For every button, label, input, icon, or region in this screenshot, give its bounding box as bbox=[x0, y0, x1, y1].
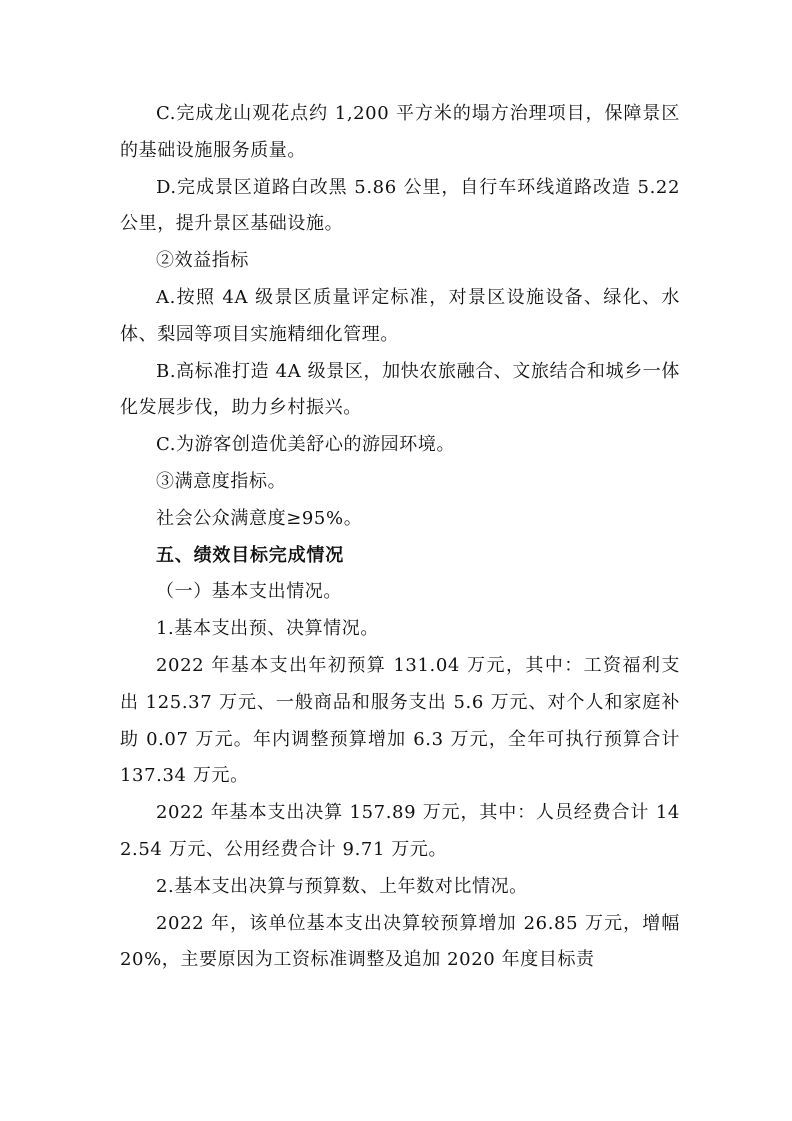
paragraph-satisfaction-rate: 社会公众满意度≥95%。 bbox=[156, 507, 363, 529]
paragraph-item-a-management: A.按照 4A 级景区质量评定标准，对景区设施设备、绿化、水体、梨园等项目实施精细化管理。 bbox=[120, 286, 680, 345]
paragraph-item-d-roads: D.完成景区道路白改黑 5.86 公里，自行车环线道路改造 5.22 公里，提升景区基础设施。 bbox=[120, 176, 680, 235]
subsection-basic-expenditure: （一）基本支出情况。 bbox=[156, 581, 342, 603]
paragraph-item-b-4a-scenic: B.高标准打造 4A 级景区，加快农旅融合、文旅结合和城乡一体化发展步伐，助力乡村振兴。 bbox=[120, 360, 680, 419]
paragraph-initial-budget: 2022 年基本支出年初预算 131.04 万元，其中：工资福利支出 125.37 万元、一般商品和服务支出 5.6 万元、对个人和家庭补助 0.07 万元。年内调整预算增加 6.3 万元，全年可执行预算合计 137.34 万元。 bbox=[120, 654, 680, 787]
paragraph-item-c-environment: C.为游客创造优美舒心的游园环境。 bbox=[156, 434, 456, 456]
subheading-benefit-indicators: ②效益指标 bbox=[156, 250, 249, 272]
section-heading-performance: 五、绩效目标完成情况 bbox=[156, 544, 344, 566]
subheading-satisfaction-indicators: ③满意度指标。 bbox=[156, 470, 287, 492]
subsection-budget-final-accounts: 1.基本支出预、决算情况。 bbox=[156, 618, 379, 640]
paragraph-item-c-landslide: C.完成龙山观花点约 1,200 平方米的塌方治理项目，保障景区的基础设施服务质量。 bbox=[120, 103, 680, 161]
document-body bbox=[120, 96, 680, 979]
paragraph-comparison-detail: 2022 年，该单位基本支出决算较预算增加 26.85 万元，增幅 20%，主要原因为工资标准调整及追加 2020 年度目标责 bbox=[120, 912, 680, 971]
subsection-comparison: 2.基本支出决算与预算数、上年数对比情况。 bbox=[156, 875, 528, 897]
paragraph-final-accounts: 2022 年基本支出决算 157.89 万元，其中：人员经费合计 142.54 万元、公用经费合计 9.71 万元。 bbox=[120, 802, 680, 860]
